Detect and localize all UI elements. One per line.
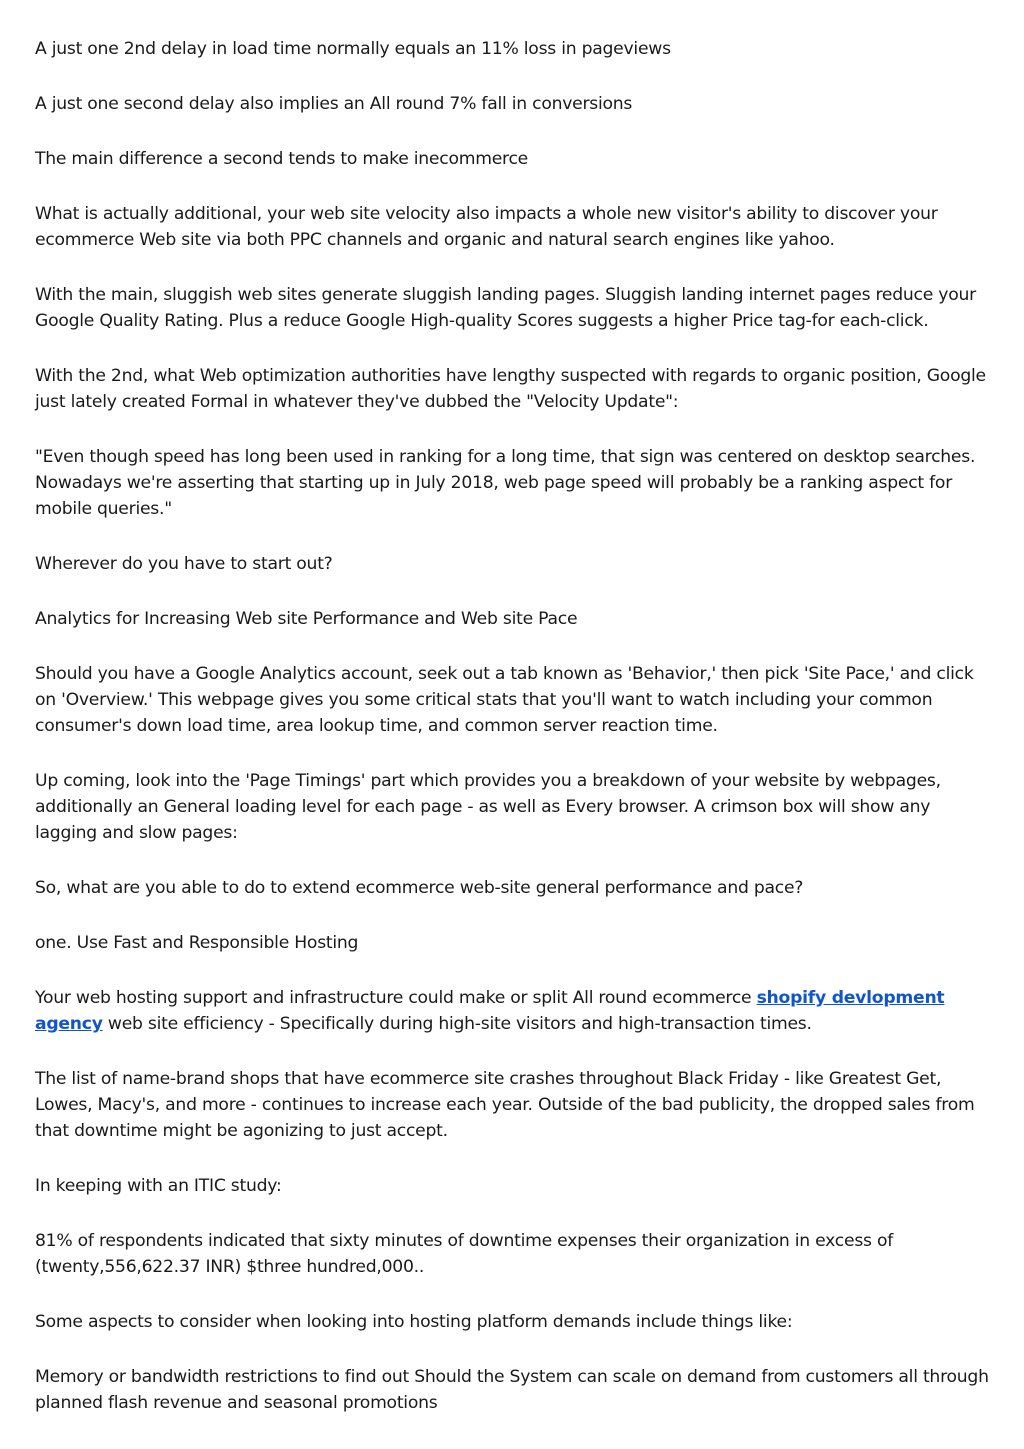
hosting-text-before: Your web hosting support and infrastructure could make or split All round ecommerce: [35, 988, 757, 1008]
paragraph-speed-quote: "Even though speed has long been used in ranking for a long time, that sign was centered on desktop searches. Nowadays we're asserting that starting up in July 2018, web page speed will probably be a ranking aspect for mobile queries.": [35, 447, 976, 519]
paragraph-quality-rating: With the main, sluggish web sites generate sluggish landing pages. Sluggish landing internet pages reduce your Google Quality Rating. Plus a reduce Google High-quality Scores suggests a higher Price tag-for each-click.: [35, 285, 976, 331]
paragraph-hosting-heading: one. Use Fast and Responsible Hosting: [35, 933, 359, 953]
paragraph-downtime-cost: 81% of respondents indicated that sixty minutes of downtime expenses their organization in excess of (twenty,556,622.37 INR) $three hundred,000..: [35, 1231, 894, 1277]
document-body: [35, 36, 997, 1445]
paragraph-extend-performance: So, what are you able to do to extend ecommerce web-site general performance and pace?: [35, 878, 804, 898]
hosting-text-after: web site efficiency - Specifically during high-site visitors and high-transaction times.: [102, 1014, 812, 1034]
paragraph-where-to-start: Wherever do you have to start out?: [35, 554, 333, 574]
paragraph-velocity-update: With the 2nd, what Web optimization authorities have lengthy suspected with regards to organic position, Google just lately created Formal in whatever they've dubbed the "Velocity Update":: [35, 366, 986, 412]
paragraph-visitor-discovery: What is actually additional, your web site velocity also impacts a whole new visitor's ability to discover your ecommerce Web site via both PPC channels and organic and natural search engines like yahoo.: [35, 204, 938, 250]
paragraph-memory-bandwidth: Memory or bandwidth restrictions to find out Should the System can scale on demand from customers all through planned flash revenue and seasonal promotions: [35, 1367, 989, 1413]
paragraph-analytics-account: Should you have a Google Analytics account, seek out a tab known as 'Behavior,' then pick 'Site Pace,' and click on 'Overview.' This webpage gives you some critical stats that you'll want to watch including your common consumer's down load time, area lookup time, and common server reaction time.: [35, 664, 974, 736]
paragraph-page-timings: Up coming, look into the 'Page Timings' part which provides you a breakdown of your website by webpages, additionally an General loading level for each page - as well as Every browser. A crimson box will show any lagging and slow pages:: [35, 771, 941, 843]
paragraph-hosting-support: [35, 985, 997, 1037]
paragraph-conversions-fall: A just one second delay also implies an All round 7% fall in conversions: [35, 94, 633, 114]
paragraph-analytics-heading: Analytics for Increasing Web site Performance and Web site Pace: [35, 609, 578, 629]
paragraph-itic-study: In keeping with an ITIC study:: [35, 1176, 282, 1196]
paragraph-pageviews-loss: A just one 2nd delay in load time normally equals an 11% loss in pageviews: [35, 39, 671, 59]
shopify-agency-link[interactable]: shopify devlopment agency: [35, 988, 945, 1034]
paragraph-hosting-demands: Some aspects to consider when looking into hosting platform demands include things like:: [35, 1312, 793, 1332]
paragraph-black-friday: The list of name-brand shops that have ecommerce site crashes throughout Black Friday - like Greatest Get, Lowes, Macy's, and more - continues to increase each year. Outside of the bad publicity, the dropped sales from that downtime might be agonizing to just accept.: [35, 1069, 975, 1141]
paragraph-second-difference: The main difference a second tends to make inecommerce: [35, 149, 528, 169]
